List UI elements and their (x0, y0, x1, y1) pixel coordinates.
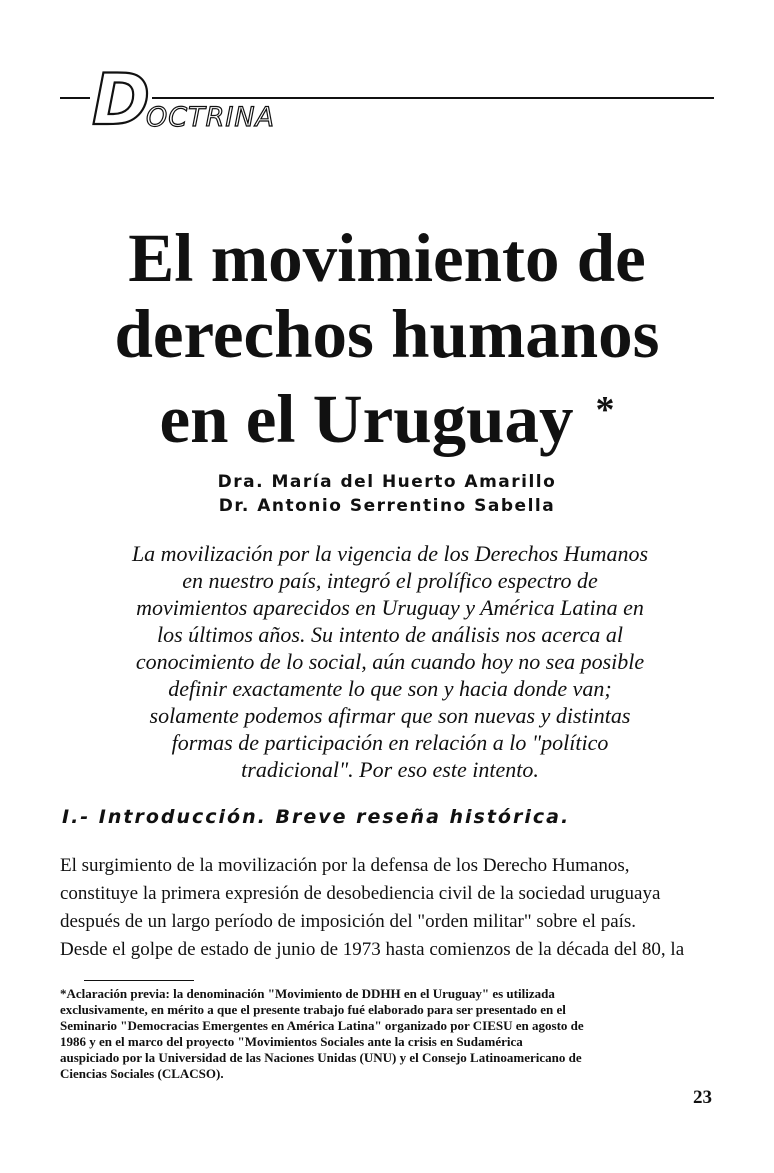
title-line-3: en el Uruguay (159, 381, 574, 457)
footnote (60, 986, 720, 1082)
abstract-line: definir exactamente lo que son y hacia donde van; (168, 676, 612, 701)
footnote-line: 1986 y en el marco del proyecto "Movimientos Sociales ante la crisis en Sudamérica (60, 1034, 523, 1049)
footnote-line: auspiciado por la Universidad de las Naciones Unidas (UNU) y el Consejo Latinoamericano de (60, 1050, 582, 1065)
footnote-rule (84, 980, 194, 981)
abstract-line: solamente podemos afirmar que son nuevas y distintas (149, 703, 631, 728)
abstract-line: movimientos aparecidos en Uruguay y América Latina en (136, 595, 644, 620)
section-header (60, 55, 714, 145)
author-1: Dra. María del Huerto Amarillo (217, 472, 557, 492)
abstract-line: tradicional". Por eso este intento. (241, 757, 539, 782)
abstract-line: conocimiento de lo social, aún cuando hoy no sea posible (135, 649, 645, 674)
abstract (70, 540, 710, 783)
abstract-line: en nuestro país, integró el prolífico espectro de (182, 568, 598, 593)
body-paragraph (60, 852, 720, 964)
author-2: Dr. Antonio Serrentino Sabella (218, 496, 556, 516)
abstract-line: La movilización por la vigencia de los Derechos Humanos (131, 541, 649, 566)
header-rule (60, 97, 714, 99)
body-line: El surgimiento de la movilización por la defensa de los Derecho Humanos, (60, 855, 630, 876)
article-title (40, 220, 734, 457)
header-word: OCTRINA (146, 102, 275, 133)
abstract-line: los últimos años. Su intento de análisis nos acerca al (156, 622, 624, 647)
title-line-2: derechos humanos (114, 296, 660, 372)
title-line-3-wrap (40, 372, 734, 457)
footnote-line: *Aclaración previa: la denominación "Movimiento de DDHH en el Uruguay" es utilizada (60, 986, 555, 1001)
title-footnote-marker: * (595, 389, 615, 431)
title-line-1: El movimiento de (128, 220, 646, 296)
section-heading: I.- Introducción. Breve reseña histórica. (62, 806, 571, 828)
footnote-line: Ciencias Sociales (CLACSO). (60, 1066, 224, 1081)
body-line: Desde el golpe de estado de junio de 1973 hasta comienzos de la década del 80, la (60, 939, 685, 960)
header-initial: D (92, 59, 151, 141)
authors (0, 470, 774, 518)
page-number: 23 (693, 1087, 712, 1108)
footnote-line: Seminario "Democracias Emergentes en América Latina" organizado por CIESU en agosto de (60, 1018, 584, 1033)
footnote-line: exclusivamente, en mérito a que el presente trabajo fué elaborado para ser presentado en el (60, 1002, 566, 1017)
body-line: después de un largo período de imposición del "orden militar" sobre el país. (60, 911, 637, 932)
body-line: constituye la primera expresión de desobediencia civil de la sociedad uruguaya (60, 883, 661, 904)
abstract-line: formas de participación en relación a lo "político (171, 730, 609, 755)
